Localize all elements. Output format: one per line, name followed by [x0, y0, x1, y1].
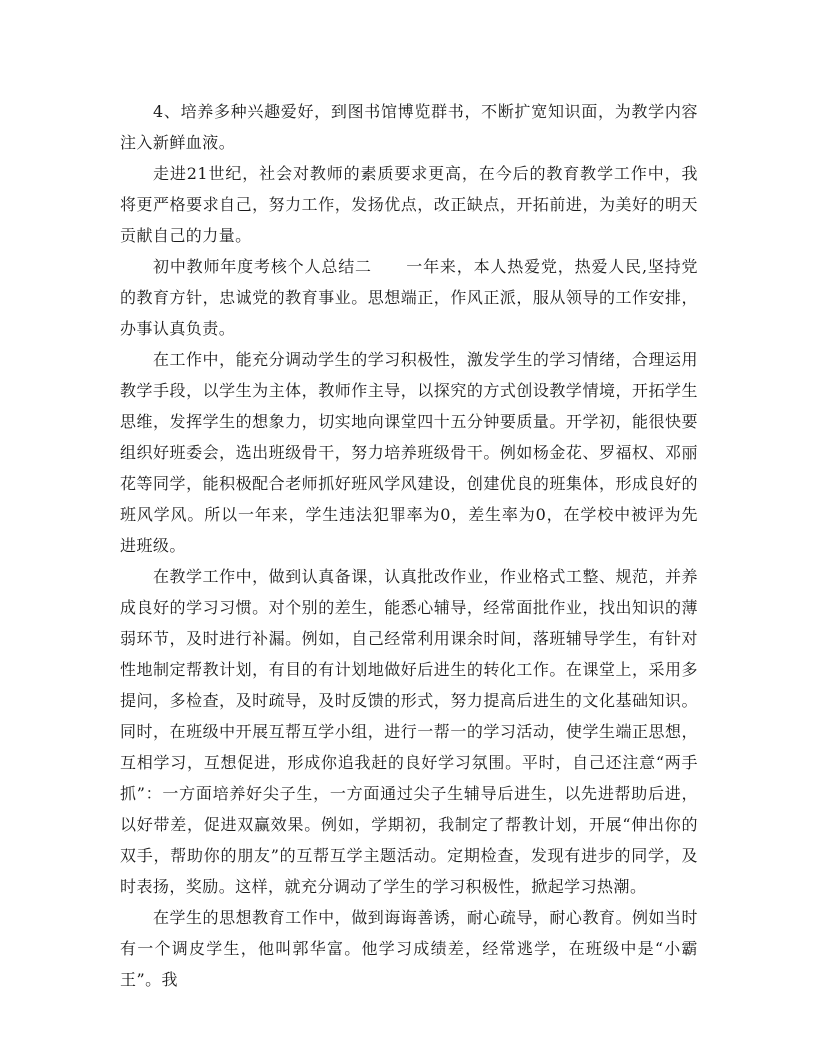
- document-page: [120, 96, 698, 995]
- paragraph-summary-two: [120, 251, 698, 344]
- paragraph-hobbies: 4、培养多种兴趣爱好，到图书馆博览群书，不断扩宽知识面，为教学内容注入新鲜血液。: [120, 102, 698, 152]
- paragraph-ideology: 在学生的思想教育工作中，做到诲诲善诱，耐心疏导，耐心教育。例如当时有一个调皮学生，他叫郭华富。他学习成绩差，经常逃学，在班级中是“小霸王”。我: [120, 908, 698, 989]
- paragraph-work: 在工作中，能充分调动学生的学习积极性，激发学生的学习情绪，合理运用教学手段，以学生为主体，教师作主导，以探究的方式创设教学情境，开拓学生思维，发挥学生的想象力，切实地向课堂四十五分钟要质量。开学初，能很快要组织好班委会，选出班级骨干，努力培养班级骨干。例如杨金花、罗福权、邓丽花等同学，能积极配合老师抓好班风学风建设，创建优良的班集体，形成良好的班风学风。所以一年来，学生违法犯罪率为0，差生率为0，在学校中被评为先进班级。: [120, 350, 698, 555]
- paragraph-21st-century: 走进21世纪，社会对教师的素质要求更高，在今后的教育教学工作中，我将更严格要求自己，努力工作，发扬优点，改正缺点，开拓前进，为美好的明天贡献自己的力量。: [120, 164, 698, 245]
- section-title: 初中教师年度考核个人总结二: [153, 257, 372, 276]
- section-intro: 一年来，本人热爱党，热爱人民,坚持党的教育方针，忠诚党的教育事业。思想端正，作风正派，服从领导的工作安排，办事认真负责。: [120, 257, 699, 338]
- paragraph-teaching: 在教学工作中，做到认真备课，认真批改作业，作业格式工整、规范，并养成良好的学习习惯。对个别的差生，能悉心辅导，经常面批作业，找出知识的薄弱环节，及时进行补漏。例如，自己经常利用课余时间，落班辅导学生，有针对性地制定帮教计划，有目的有计划地做好后进生的转化工作。在课堂上，采用多提问，多检查，及时疏导，及时反馈的形式，努力提高后进生的文化基础知识。同时，在班级中开展互帮互学小组，进行一帮一的学习活动，使学生端正思想，互相学习，互想促进，形成你追我赶的良好学习氛围。平时，自己还注意“两手抓”：一方面培养好尖子生，一方面通过尖子生辅导后进生，以先进帮助后进，以好带差，促进双赢效果。例如，学期初，我制定了帮教计划，开展“伸出你的双手，帮助你的朋友”的互帮互学主题活动。定期检查，发现有进步的同学，及时表扬，奖励。这样，就充分调动了学生的学习积极性，掀起学习热潮。: [120, 567, 698, 896]
